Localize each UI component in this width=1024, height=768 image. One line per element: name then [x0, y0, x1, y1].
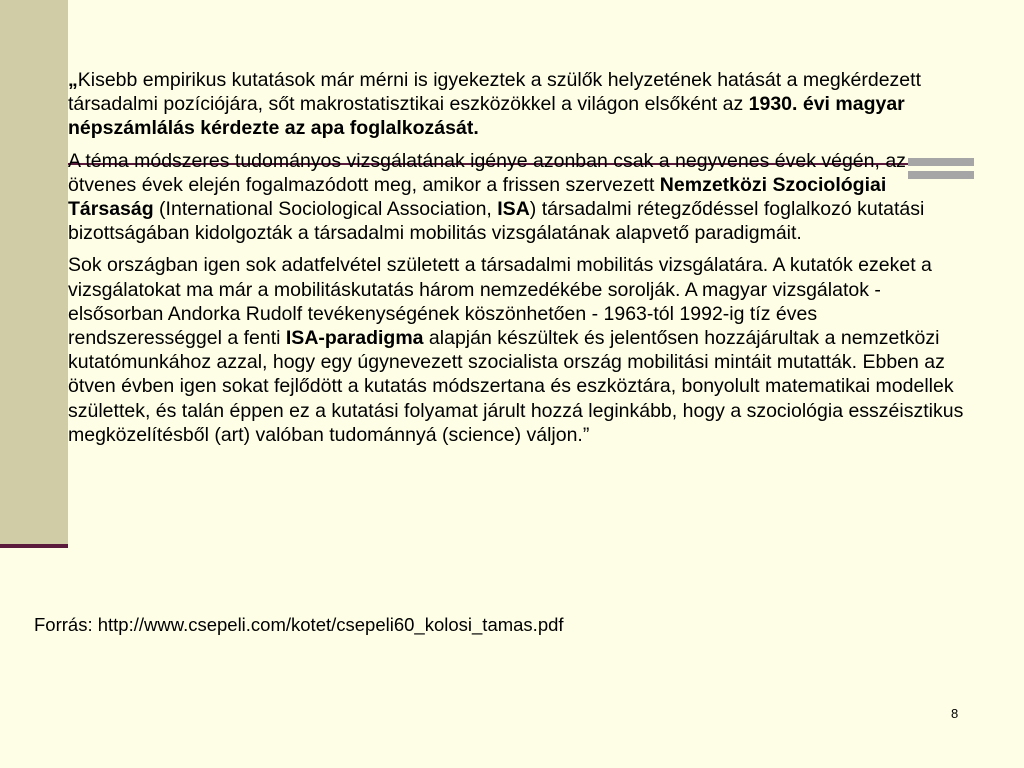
quote-mark: „ [68, 69, 78, 91]
slide-body [68, 68, 968, 455]
paragraph-1 [68, 68, 968, 141]
left-decorative-bar [0, 0, 68, 548]
paragraph-3 [68, 253, 968, 447]
census-highlight: 1930. évi magyar népszámlálás kérdezte az apa foglalkozását. [68, 93, 905, 140]
paragraph-2-text-a: A téma módszeres tudományos vizsgálatának igénye azonban csak a negyvenes évek végén, az ötvenes évek elején fogalmazódott meg, amikor a frissen szervezett [68, 149, 906, 196]
paragraph-2 [68, 149, 968, 246]
source-citation: Forrás: http://www.csepeli.com/kotet/csepeli60_kolosi_tamas.pdf [34, 614, 564, 635]
paragraph-2-text-c: ) társadalmi rétegződéssel foglalkozó kutatási bizottságában kidolgozták a társadalmi mobilitás vizsgálatának alapvető paradigmáit. [68, 198, 925, 245]
isa-name-highlight: Nemzetközi Szociológiai Társaság [68, 173, 887, 221]
left-divider-line [0, 544, 68, 548]
isa-abbrev-highlight: ISA [497, 198, 530, 221]
paragraph-2-text-b: (International Sociological Association, [153, 198, 498, 221]
paragraph-1-text: Kisebb empirikus kutatások már mérni is igyekeztek a szülők helyzetének hatását a megkérdezett társadalmi pozíciójára, sőt makrostatisztikai eszközökkel a világon elsőként az [68, 69, 921, 116]
page-number: 8 [951, 706, 959, 721]
isa-paradigm-highlight: ISA-paradigma [285, 327, 424, 350]
paragraph-3-text-a: Sok országban igen sok adatfelvétel született a társadalmi mobilitás vizsgálatára. A kutatók ezeket a vizsgálatokat ma már a mobilitáskutatás három nemzedékébe sorolják. A magyar vizsgálatok - elsősorban Andorka Rudolf tevékenységének köszönhetően - 1963-tól 1992-ig tíz éves rendszerességgel a fenti [68, 254, 932, 350]
paragraph-3-text-b: alapján készültek és jelentősen hozzájárultak a nemzetközi kutatómunkához azzal, hogy egy úgynevezett szocialista ország mobilitási mintáit mutatták. Ebben az ötven évben igen sokat fejlődött a kutatás módszertana és eszköztára, bonyolult matematikai modellek születtek, és talán éppen ez a kutatási folyamat járult hozzá leginkább, hogy a szociológia esszéisztikus megközelítésből (art) valóban tudománnyá (science) váljon.” [68, 327, 964, 446]
